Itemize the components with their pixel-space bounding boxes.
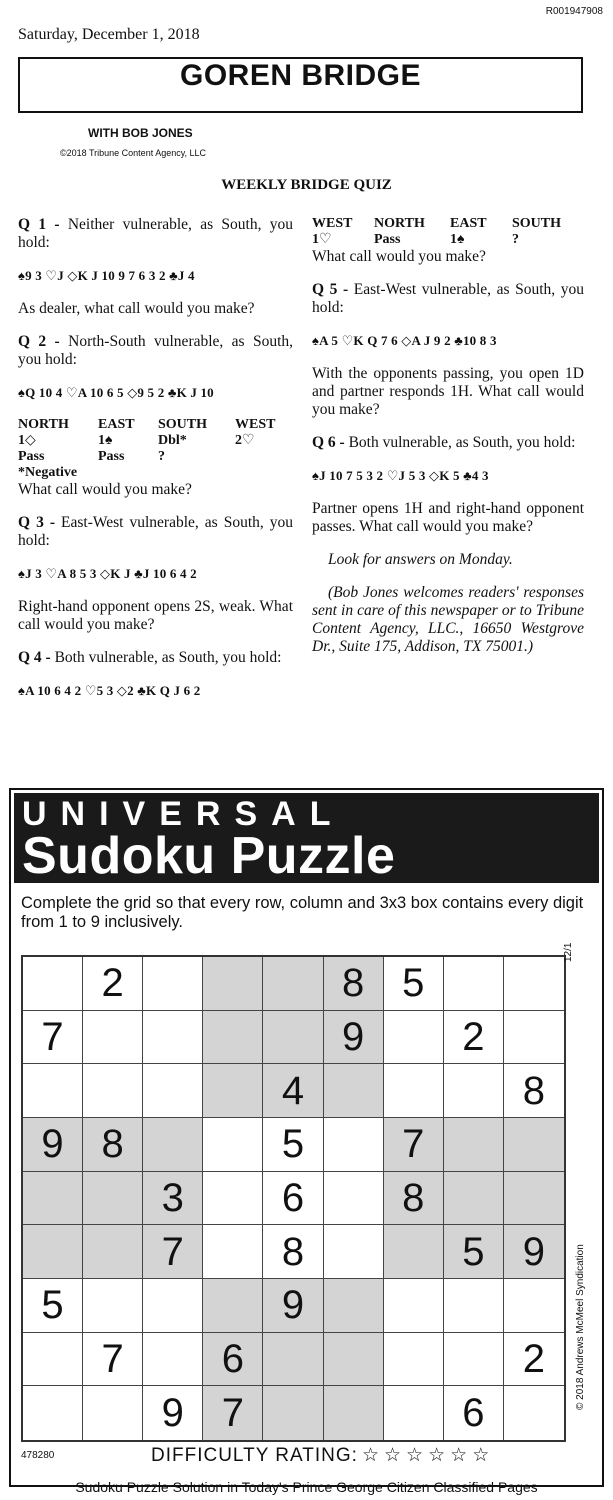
sudoku-cell: 5 [444,1225,504,1279]
sudoku-cell [384,1225,444,1279]
q6-hand: ♠J 10 7 5 3 2 ♡J 5 3 ◇K 5 ♣4 3 [312,468,489,483]
q1-hand: ♠9 3 ♡J ◇K J 10 9 7 6 3 2 ♣J 4 [18,268,195,283]
byline: WITH BOB JONES [88,126,193,140]
sudoku-cell [324,1118,384,1172]
q3-hand: ♠J 3 ♡A 8 5 3 ◇K J ♣J 10 6 4 2 [18,566,197,581]
sudoku-cell: 5 [263,1118,323,1172]
sudoku-cell [384,1279,444,1333]
sudoku-cell [504,1118,564,1172]
q3-question: Right-hand opponent opens 2S, weak. What call would you make? [18,598,293,633]
q6-question: Partner opens 1H and right-hand opponent passes. What call would you make? [312,500,584,535]
q3-prompt: Q 3 - East-West vulnerable, as South, you hold: [18,514,294,549]
sudoku-cell: 3 [143,1172,203,1226]
star-icon: ☆ [406,1445,425,1466]
sudoku-cell: 9 [143,1386,203,1440]
sudoku-cell [324,1386,384,1440]
sudoku-grid [21,955,566,1442]
sudoku-cell [384,1386,444,1440]
sudoku-header-title: Sudoku Puzzle [22,827,396,885]
sudoku-cell: 7 [384,1118,444,1172]
sudoku-cell [203,1118,263,1172]
q6-prompt: Q 6 - Both vulnerable, as South, you hold: [312,434,576,451]
sudoku-cell [203,1225,263,1279]
sudoku-cell [324,1279,384,1333]
sudoku-header-universal: UNIVERSAL [22,795,345,833]
quiz-left-column [18,216,293,715]
q5-prompt: Q 5 - East-West vulnerable, as South, you hold: [312,281,585,316]
sudoku-cell [203,1064,263,1118]
sudoku-cell [444,1172,504,1226]
sudoku-cell [83,1279,143,1333]
sudoku-cell: 7 [83,1333,143,1387]
sudoku-cell [504,957,564,1011]
sudoku-cell [384,1333,444,1387]
sudoku-instructions: Complete the grid so that every row, column and 3x3 box contains every digit from 1 to 9 inclusively. [21,894,584,931]
sudoku-cell: 7 [203,1386,263,1440]
sudoku-cell: 8 [324,957,384,1011]
sudoku-syndication: © 2018 Andrews McMeel Syndication [575,1244,586,1410]
sudoku-cell [384,1064,444,1118]
q4-bidding-table: WEST NORTH EAST SOUTH 1♡ Pass 1♠ ? [312,216,562,247]
sudoku-cell [23,1333,83,1387]
sudoku-cell [83,1225,143,1279]
sudoku-cell [143,1011,203,1065]
sudoku-cell: 4 [263,1064,323,1118]
sudoku-date-code: 12/1 [563,942,574,962]
sudoku-cell [324,1333,384,1387]
q2-bidding-table: NORTH EAST SOUTH WEST 1◇ 1♠ Dbl* 2♡ Pass Pass ? *Negative [18,417,276,480]
sudoku-cell: 7 [143,1225,203,1279]
star-icon: ☆ [428,1445,447,1466]
sudoku-cell [263,957,323,1011]
sudoku-cell [504,1386,564,1440]
sudoku-cell [444,1064,504,1118]
sudoku-cell: 6 [444,1386,504,1440]
sudoku-cell [23,1172,83,1226]
sudoku-cell: 8 [384,1172,444,1226]
sudoku-cell [143,1064,203,1118]
sudoku-cell [23,1386,83,1440]
q2-question: What call would you make? [18,481,192,498]
q2-hand: ♠Q 10 4 ♡A 10 6 5 ◇9 5 2 ♣K J 10 [18,385,214,400]
q4-prompt: Q 4 - Both vulnerable, as South, you hold: [18,649,282,666]
sudoku-cell: 9 [263,1279,323,1333]
column-title: GOREN BRIDGE [18,57,583,113]
q4-question: What call would you make? [312,248,486,265]
sudoku-cell [23,1064,83,1118]
sudoku-cell [83,1064,143,1118]
footer-note: Sudoku Puzzle Solution in Today's Prince George Citizen Classified Pages [75,1479,538,1495]
q5-question: With the opponents passing, you open 1D and partner responds 1H. What call would you make? [312,365,584,418]
q5-hand: ♠A 5 ♡K Q 7 6 ◇A J 9 2 ♣10 8 3 [312,333,497,348]
sudoku-cell [263,1011,323,1065]
sudoku-cell [444,1279,504,1333]
sudoku-cell [263,1386,323,1440]
q2-note: *Negative [18,465,78,480]
sudoku-cell: 2 [504,1333,564,1387]
q1-prompt: Q 1 - Neither vulnerable, as South, you hold: [18,216,294,251]
difficulty-rating [151,1444,490,1467]
sudoku-cell [384,1011,444,1065]
sudoku-cell [324,1225,384,1279]
sudoku-cell [444,1118,504,1172]
contact-note: (Bob Jones welcomes readers' responses sent in care of this newspaper or to Tribune Content Agency, LLC., 16650 Westgrove Dr., Suite 175, Addison, TX 75001.) [312,584,584,655]
sudoku-cell: 8 [83,1118,143,1172]
sudoku-panel [9,788,604,1487]
star-icon: ☆ [384,1445,403,1466]
sudoku-cell: 9 [23,1118,83,1172]
quiz-title: WEEKLY BRIDGE QUIZ [221,177,392,193]
sudoku-cell: 9 [504,1225,564,1279]
sudoku-cell [143,1279,203,1333]
publication-date: Saturday, December 1, 2018 [18,26,200,43]
sudoku-cell [444,957,504,1011]
sudoku-cell: 8 [263,1225,323,1279]
sudoku-cell [263,1333,323,1387]
sudoku-puzzle-id: 478280 [21,1450,55,1461]
sudoku-cell: 2 [444,1011,504,1065]
sudoku-cell: 8 [504,1064,564,1118]
sudoku-cell [504,1172,564,1226]
sudoku-cell [143,1333,203,1387]
star-icon: ☆ [450,1445,469,1466]
quiz-right-column [312,216,584,671]
reference-number: R001947908 [545,6,603,17]
sudoku-cell [23,957,83,1011]
sudoku-cell [203,1172,263,1226]
sudoku-cell [83,1386,143,1440]
sudoku-cell [143,1118,203,1172]
sudoku-cell: 2 [83,957,143,1011]
sudoku-cell [203,1011,263,1065]
sudoku-cell: 6 [203,1333,263,1387]
sudoku-cell [324,1172,384,1226]
sudoku-cell [203,1279,263,1333]
sudoku-cell [324,1064,384,1118]
star-icon: ☆ [472,1445,491,1466]
sudoku-header [14,793,599,883]
sudoku-cell [504,1011,564,1065]
q2-prompt: Q 2 - North-South vulnerable, as South, you hold: [18,333,294,368]
difficulty-label: DIFFICULTY RATING: [151,1445,358,1466]
sudoku-cell [504,1279,564,1333]
answers-note: Look for answers on Monday. [328,551,513,568]
sudoku-cell [23,1225,83,1279]
sudoku-cell [203,957,263,1011]
sudoku-cell [444,1333,504,1387]
sudoku-cell: 5 [23,1279,83,1333]
sudoku-cell: 9 [324,1011,384,1065]
sudoku-cell [83,1011,143,1065]
q1-question: As dealer, what call would you make? [18,300,255,317]
copyright: ©2018 Tribune Content Agency, LLC [60,148,207,158]
sudoku-cell: 5 [384,957,444,1011]
q4-hand: ♠A 10 6 4 2 ♡5 3 ◇2 ♣K Q J 6 2 [18,683,201,698]
sudoku-cell: 6 [263,1172,323,1226]
difficulty-stars [358,1445,490,1466]
star-icon: ☆ [361,1445,380,1466]
sudoku-cell: 7 [23,1011,83,1065]
sudoku-cell [83,1172,143,1226]
sudoku-cell [143,957,203,1011]
